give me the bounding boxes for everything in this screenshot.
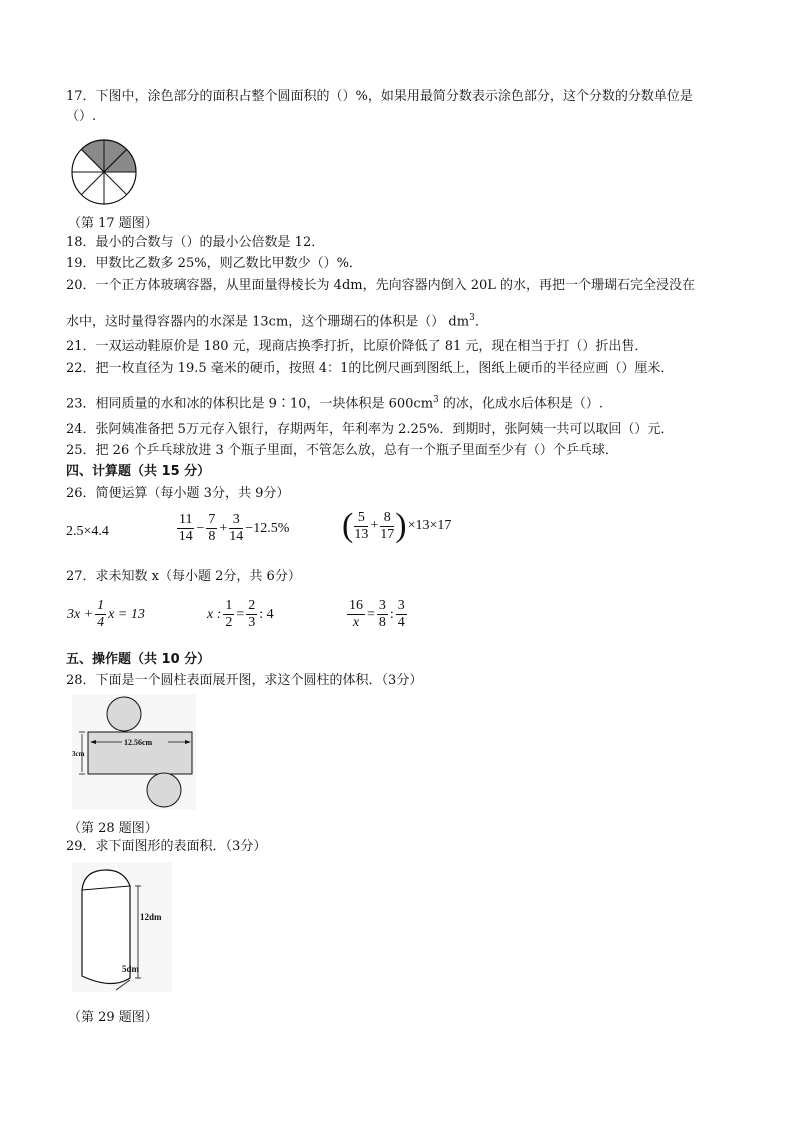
- q20-line2: 水中，这时量得容器内的水深是 13cm，这个珊瑚石的体积是（） $dm^3$．: [66, 313, 488, 330]
- q27-expr-2: x : $\frac{1}{2}$ = $\frac{2}{3}$ : 4: [207, 598, 274, 630]
- height-label: 3cm: [72, 750, 85, 758]
- q29-caption: （第 29 题图）: [68, 1010, 158, 1025]
- q26-expr-2: $\frac{11}{14}$ − $\frac{7}{8}$ + $\frac{3}{14}$ −12.5%: [178, 512, 290, 544]
- q24-text: 24．张阿姨准备把 5万元存入银行，存期两年，年利率为 2.25%．到期时，张阿姨一共可以取回（）元．: [66, 422, 674, 437]
- q17-line2: （）.: [66, 109, 97, 124]
- section-4-title: 四、计算题（共 15 分）: [66, 464, 211, 479]
- height-label: 12dm: [140, 912, 162, 922]
- q28-cylinder-net-figure: [72, 694, 196, 810]
- section-5-title: 五、操作题（共 10 分）: [66, 652, 211, 667]
- q23-text: 23．相同质量的水和冰的体积比是 9∶10，一块体积是 $600cm^3$ 的冰，化成水后体积是（）.: [66, 395, 604, 412]
- diameter-label: 5dm: [122, 964, 140, 974]
- q26-expr-3: ( $\frac{5}{13}$ + $\frac{8}{17}$ )×13×17: [342, 507, 452, 544]
- q28-caption: （第 28 题图）: [68, 821, 158, 836]
- q27-expr-1: 3x + $\frac{1}{4}$ x = 13: [67, 598, 145, 630]
- q17-line1: 17．下图中，涂色部分的面积占整个圆面积的（）%，如果用最简分数表示涂色部分，这个分数的分数单位是: [66, 89, 693, 104]
- bottom-circle: [147, 773, 181, 807]
- q22-text: 22．把一枚直径为 19.5 毫米的硬币，按照 4：1的比例尺画到图纸上，图纸上硬币的半径应画（）厘米．: [66, 361, 674, 376]
- shaded-sector-3: [81, 140, 104, 172]
- q26-title: 26．简便运算（每小题 3分，共 9分）: [66, 486, 290, 501]
- top-circle: [107, 697, 141, 731]
- q17-circle-figure: [70, 138, 138, 206]
- q29-text: 29．求下面图形的表面积．（3分）: [66, 839, 267, 854]
- q27-expr-3: $\frac{16}{x}$ = $\frac{3}{8}$ : $\frac{3}{4}$: [349, 598, 405, 630]
- q19-text: 19．甲数比乙数多 25%，则乙数比甲数少（）%．: [66, 256, 362, 271]
- q29-half-cylinder-figure: [72, 862, 172, 992]
- q18-text: 18．最小的合数与（）的最小公倍数是 12．: [66, 235, 325, 250]
- length-label: 12.56cm: [124, 738, 153, 747]
- q28-text: 28．下面是一个圆柱表面展开图，求这个圆柱的体积．（3分）: [66, 673, 423, 688]
- q20-line1: 20．一个正方体玻璃容器，从里面量得棱长为 4dm，先向容器内倒入 20L 的水，再把一个珊瑚石完全浸没在: [66, 278, 696, 293]
- q17-caption: （第 17 题图）: [68, 216, 158, 231]
- q21-text: 21．一双运动鞋原价是 180 元，现商店换季打折，比原价降低了 81 元，现在相当于打（）折出售．: [66, 339, 648, 354]
- q27-title: 27．求未知数 x（每小题 2分，共 6分）: [66, 569, 301, 584]
- q26-expr-1: 2.5×4.4: [66, 524, 109, 539]
- q25-text: 25．把 26 个乒乓球放进 3 个瓶子里面，不管怎么放，总有一个瓶子里面至少有（）个乒乓球．: [66, 443, 618, 458]
